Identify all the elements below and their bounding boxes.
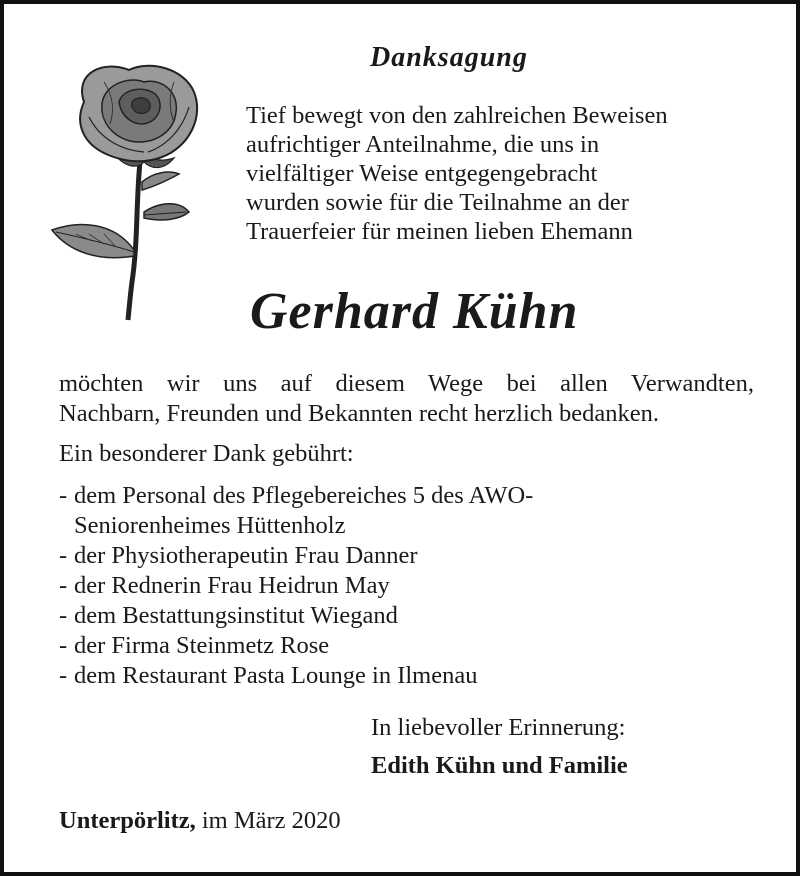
list-item-text: der Rednerin Frau Heidrun May xyxy=(74,572,390,599)
thanks-line: Nachbarn, Freunden und Bekannten recht herzlich bedanken. xyxy=(59,400,660,427)
list-item xyxy=(59,661,533,691)
list-marker: - xyxy=(59,542,68,569)
date: im März 2020 xyxy=(195,807,341,834)
place-date xyxy=(59,807,341,835)
list-marker: - xyxy=(59,572,68,599)
list-marker: - xyxy=(59,662,68,689)
list-item xyxy=(59,541,533,571)
list-item xyxy=(59,631,533,661)
signature: Edith Kühn und Familie xyxy=(371,752,628,779)
special-thanks-heading: Ein besonderer Dank gebührt: xyxy=(59,440,354,467)
intro-line: vielfältiger Weise entgegengebracht xyxy=(246,160,598,187)
list-item-continuation: Seniorenheimes Hüttenholz xyxy=(74,512,346,539)
intro-line: Trauerfeier für meinen lieben Ehemann xyxy=(246,218,633,245)
intro-paragraph xyxy=(246,101,668,246)
thanks-paragraph xyxy=(59,369,754,429)
list-marker: - xyxy=(59,482,68,509)
memory-line: In liebevoller Erinnerung: xyxy=(371,714,626,741)
list-item-text: dem Bestattungsinstitut Wiegand xyxy=(74,602,398,629)
notice-heading: Danksagung xyxy=(370,42,528,73)
list-marker: - xyxy=(59,632,68,659)
place: Unterpörlitz, xyxy=(59,807,196,834)
list-item-text: dem Restaurant Pasta Lounge in Ilmenau xyxy=(74,662,478,689)
intro-line: wurden sowie für die Teilnahme an der xyxy=(246,189,629,216)
thanks-line: möchten wir uns auf diesem Wege bei allen Verwandten, xyxy=(59,370,754,397)
list-item-text: der Firma Steinmetz Rose xyxy=(74,632,330,659)
list-marker: - xyxy=(59,602,68,629)
intro-line: Tief bewegt von den zahlreichen Beweisen xyxy=(246,102,668,129)
deceased-name: Gerhard Kühn xyxy=(250,283,579,340)
special-thanks-list xyxy=(59,481,533,691)
intro-line: aufrichtiger Anteilnahme, die uns in xyxy=(246,131,600,158)
list-item xyxy=(59,601,533,631)
list-item xyxy=(59,481,533,541)
list-item-text: der Physiotherapeutin Frau Danner xyxy=(74,542,418,569)
list-item-text: dem Personal des Pflegebereiches 5 des AWO- xyxy=(74,482,534,509)
list-item xyxy=(59,571,533,601)
rose-icon xyxy=(44,62,214,324)
